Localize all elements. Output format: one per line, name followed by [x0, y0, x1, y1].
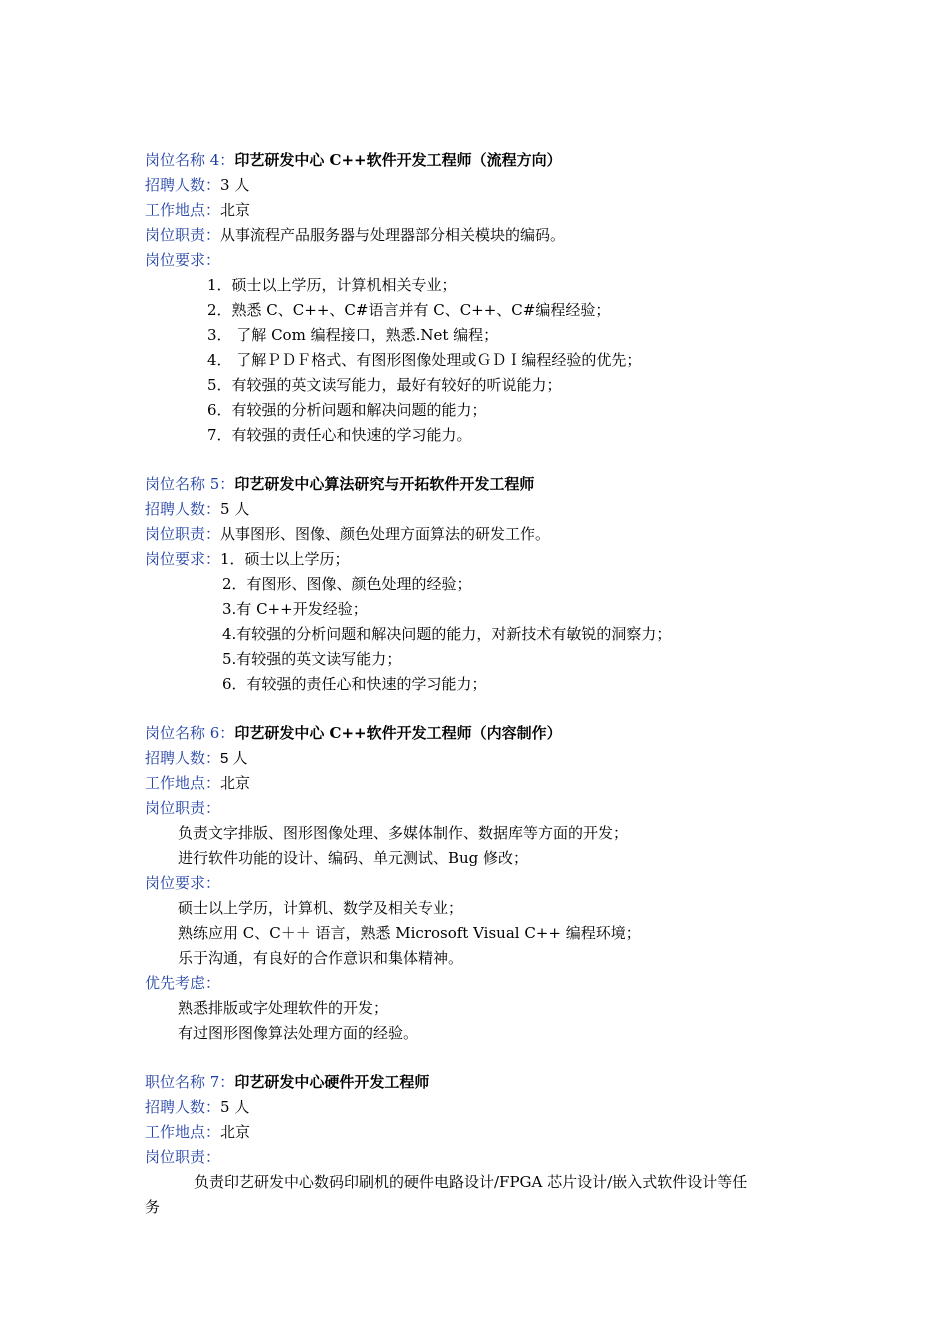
job7-location-line [145, 1120, 250, 1145]
job4-req-label: 岗位要求： [145, 251, 221, 269]
job6-pref-label: 优先考虑： [145, 974, 221, 992]
job6-count-label: 招聘人数： [145, 749, 221, 767]
job7-location-label: 工作地点： [145, 1123, 221, 1141]
job7-name-label: 职位名称 7： [145, 1073, 235, 1091]
job5-req-label: 岗位要求： [145, 550, 221, 568]
job4-name-line [145, 148, 562, 173]
job5-count-line [145, 497, 249, 522]
job6-name-label: 岗位名称 6： [145, 724, 235, 742]
job6-req-item: 熟练应用 C、C＋＋ 语言，熟悉 Microsoft Visual C++ 编程环境； [178, 924, 641, 942]
job6-req-item: 硕士以上学历，计算机、数学及相关专业； [178, 899, 464, 917]
job5-count-value: 5 人 [220, 500, 250, 518]
job4-count-label: 招聘人数： [145, 176, 221, 194]
job5-duty-label: 岗位职责： [145, 525, 221, 543]
job4-req-item: 7．有较强的责任心和快速的学习能力。 [207, 426, 472, 444]
job7-duty-line2: 务 [145, 1198, 161, 1216]
job7-location-value: 北京 [220, 1123, 251, 1141]
job6-pref-item: 熟悉排版或字处理软件的开发； [178, 999, 389, 1017]
job6-duty-label: 岗位职责： [145, 799, 221, 817]
job4-req-item: 6．有较强的分析问题和解决问题的能力； [207, 401, 487, 419]
job4-req-item: 1．硕士以上学历，计算机相关专业； [207, 276, 457, 294]
job5-req-item: 2．有图形、图像、颜色处理的经验； [222, 575, 472, 593]
job5-req-line [145, 547, 350, 572]
job4-name-label: 岗位名称 4： [145, 151, 235, 169]
job5-req-item: 5.有较强的英文读写能力； [222, 650, 402, 668]
job4-req-item: 4． 了解ＰＤＦ格式、有图形图像处理或ＧＤＩ编程经验的优先； [207, 351, 642, 369]
job4-req-item: 5．有较强的英文读写能力，最好有较好的听说能力； [207, 376, 562, 394]
job6-duty-item: 进行软件功能的设计、编码、单元测试、Bug 修改； [178, 849, 529, 867]
job6-location-label: 工作地点： [145, 774, 221, 792]
job5-name-label: 岗位名称 5： [145, 475, 235, 493]
job5-duty-value: 从事图形、图像、颜色处理方面算法的研发工作。 [220, 525, 551, 543]
job5-count-label: 招聘人数： [145, 500, 221, 518]
job6-count-line [145, 746, 248, 771]
job4-duty-value: 从事流程产品服务器与处理器部分相关模块的编码。 [220, 226, 566, 244]
job5-duty-line [145, 522, 550, 547]
job7-name-line [145, 1070, 429, 1095]
job7-count-label: 招聘人数： [145, 1098, 221, 1116]
job7-count-value: 5 人 [220, 1098, 250, 1116]
job4-duty-line [145, 223, 565, 248]
job7-count-line [145, 1095, 249, 1120]
job6-pref-item: 有过图形图像算法处理方面的经验。 [178, 1024, 419, 1042]
job4-location-label: 工作地点： [145, 201, 221, 219]
job6-req-label: 岗位要求： [145, 874, 221, 892]
job7-duty-line1: 负责印艺研发中心数码印刷机的硬件电路设计/FPGA 芯片设计/嵌入式软件设计等任 [194, 1173, 748, 1191]
job4-count-value: 3 人 [220, 176, 250, 194]
job7-name-value: 印艺研发中心硬件开发工程师 [234, 1073, 430, 1091]
job5-req-item: 4.有较强的分析问题和解决问题的能力，对新技术有敏锐的洞察力； [222, 625, 672, 643]
job4-count-line [145, 173, 249, 198]
job4-name-value: 印艺研发中心 C++软件开发工程师（流程方向） [234, 151, 562, 169]
job6-req-item: 乐于沟通，有良好的合作意识和集体精神。 [178, 949, 464, 967]
job6-name-line [145, 721, 562, 746]
job5-name-value: 印艺研发中心算法研究与开拓软件开发工程师 [234, 475, 535, 493]
job5-req-item: 3.有 C++开发经验； [222, 600, 368, 618]
job4-req-item: 2．熟悉 C、C++、C#语言并有 C、C++、C#编程经验； [207, 301, 611, 319]
job7-duty-label: 岗位职责： [145, 1148, 221, 1166]
job4-req-item: 3． 了解 Com 编程接口，熟悉.Net 编程； [207, 326, 499, 344]
job6-location-value: 北京 [220, 774, 251, 792]
job5-req-item: 1．硕士以上学历； [220, 550, 350, 568]
job5-name-line [145, 472, 534, 497]
job6-location-line [145, 771, 250, 796]
job6-duty-item: 负责文字排版、图形图像处理、多媒体制作、数据库等方面的开发； [178, 824, 629, 842]
job6-name-value: 印艺研发中心 C++软件开发工程师（内容制作） [234, 724, 562, 742]
job4-location-line [145, 198, 250, 223]
job5-req-item: 6．有较强的责任心和快速的学习能力； [222, 675, 487, 693]
job4-duty-label: 岗位职责： [145, 226, 221, 244]
job4-location-value: 北京 [220, 201, 251, 219]
job6-count-value: 5 人 [220, 750, 248, 767]
